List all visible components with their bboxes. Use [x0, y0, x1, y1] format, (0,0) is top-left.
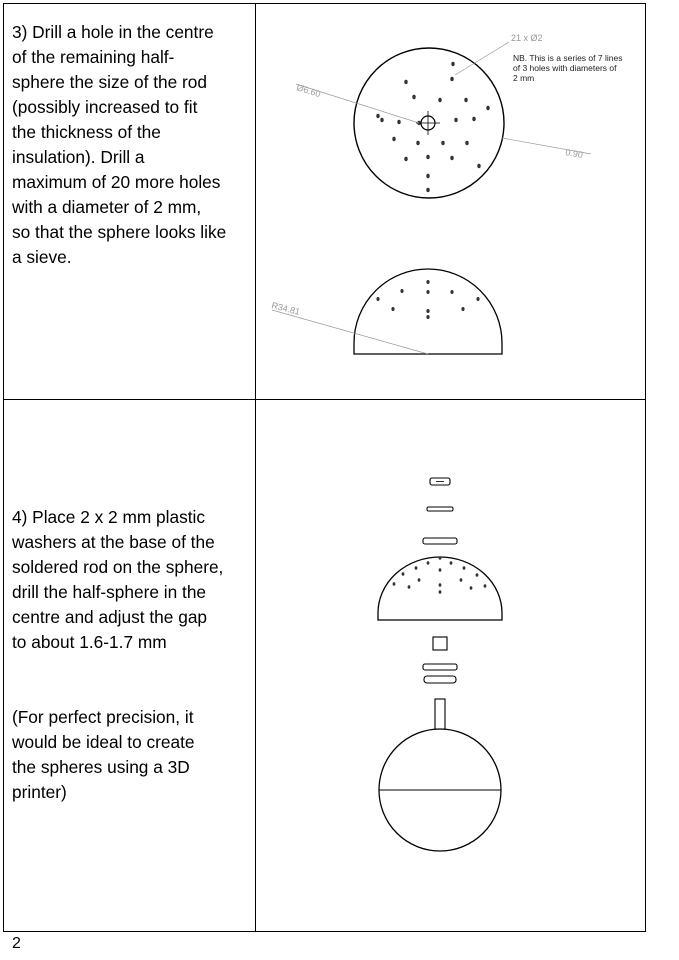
- holes-label: 21 x Ø2: [511, 33, 543, 43]
- sphere-note-line: of 3 holes with diameters of: [513, 63, 617, 73]
- step-3-text: 3) Drill a hole in the centre of the remaining half- sphere the size of the rod (possibly increased to fit the thickness of the insulation). Drill a maximum of 20 more holes with a diameter of 2 mm, so that the sphere looks like a sieve.: [12, 22, 227, 267]
- thickness-label: 0.90: [564, 147, 584, 161]
- step-4-text: 4) Place 2 x 2 mm plastic washers at the base of the soldered rod on the sphere, drill the half-sphere in the centre and adjust the gap to about 1.6-1.7 mm: [12, 507, 224, 652]
- sphere-top-view-drawing: [256, 4, 644, 394]
- sphere-note-line: NB. This is a series of 7 lines: [513, 53, 623, 63]
- sphere-note: [513, 53, 625, 83]
- assembly-exploded-drawing: [256, 400, 644, 928]
- radius-label: R34.81: [270, 300, 302, 317]
- diameter-label: Ø6.60: [295, 82, 322, 100]
- step-4-note: (For perfect precision, it would be ideal to create the spheres using a 3D printer): [12, 707, 195, 802]
- page-number: 2: [12, 935, 21, 952]
- sphere-note-line: 2 mm: [513, 73, 535, 83]
